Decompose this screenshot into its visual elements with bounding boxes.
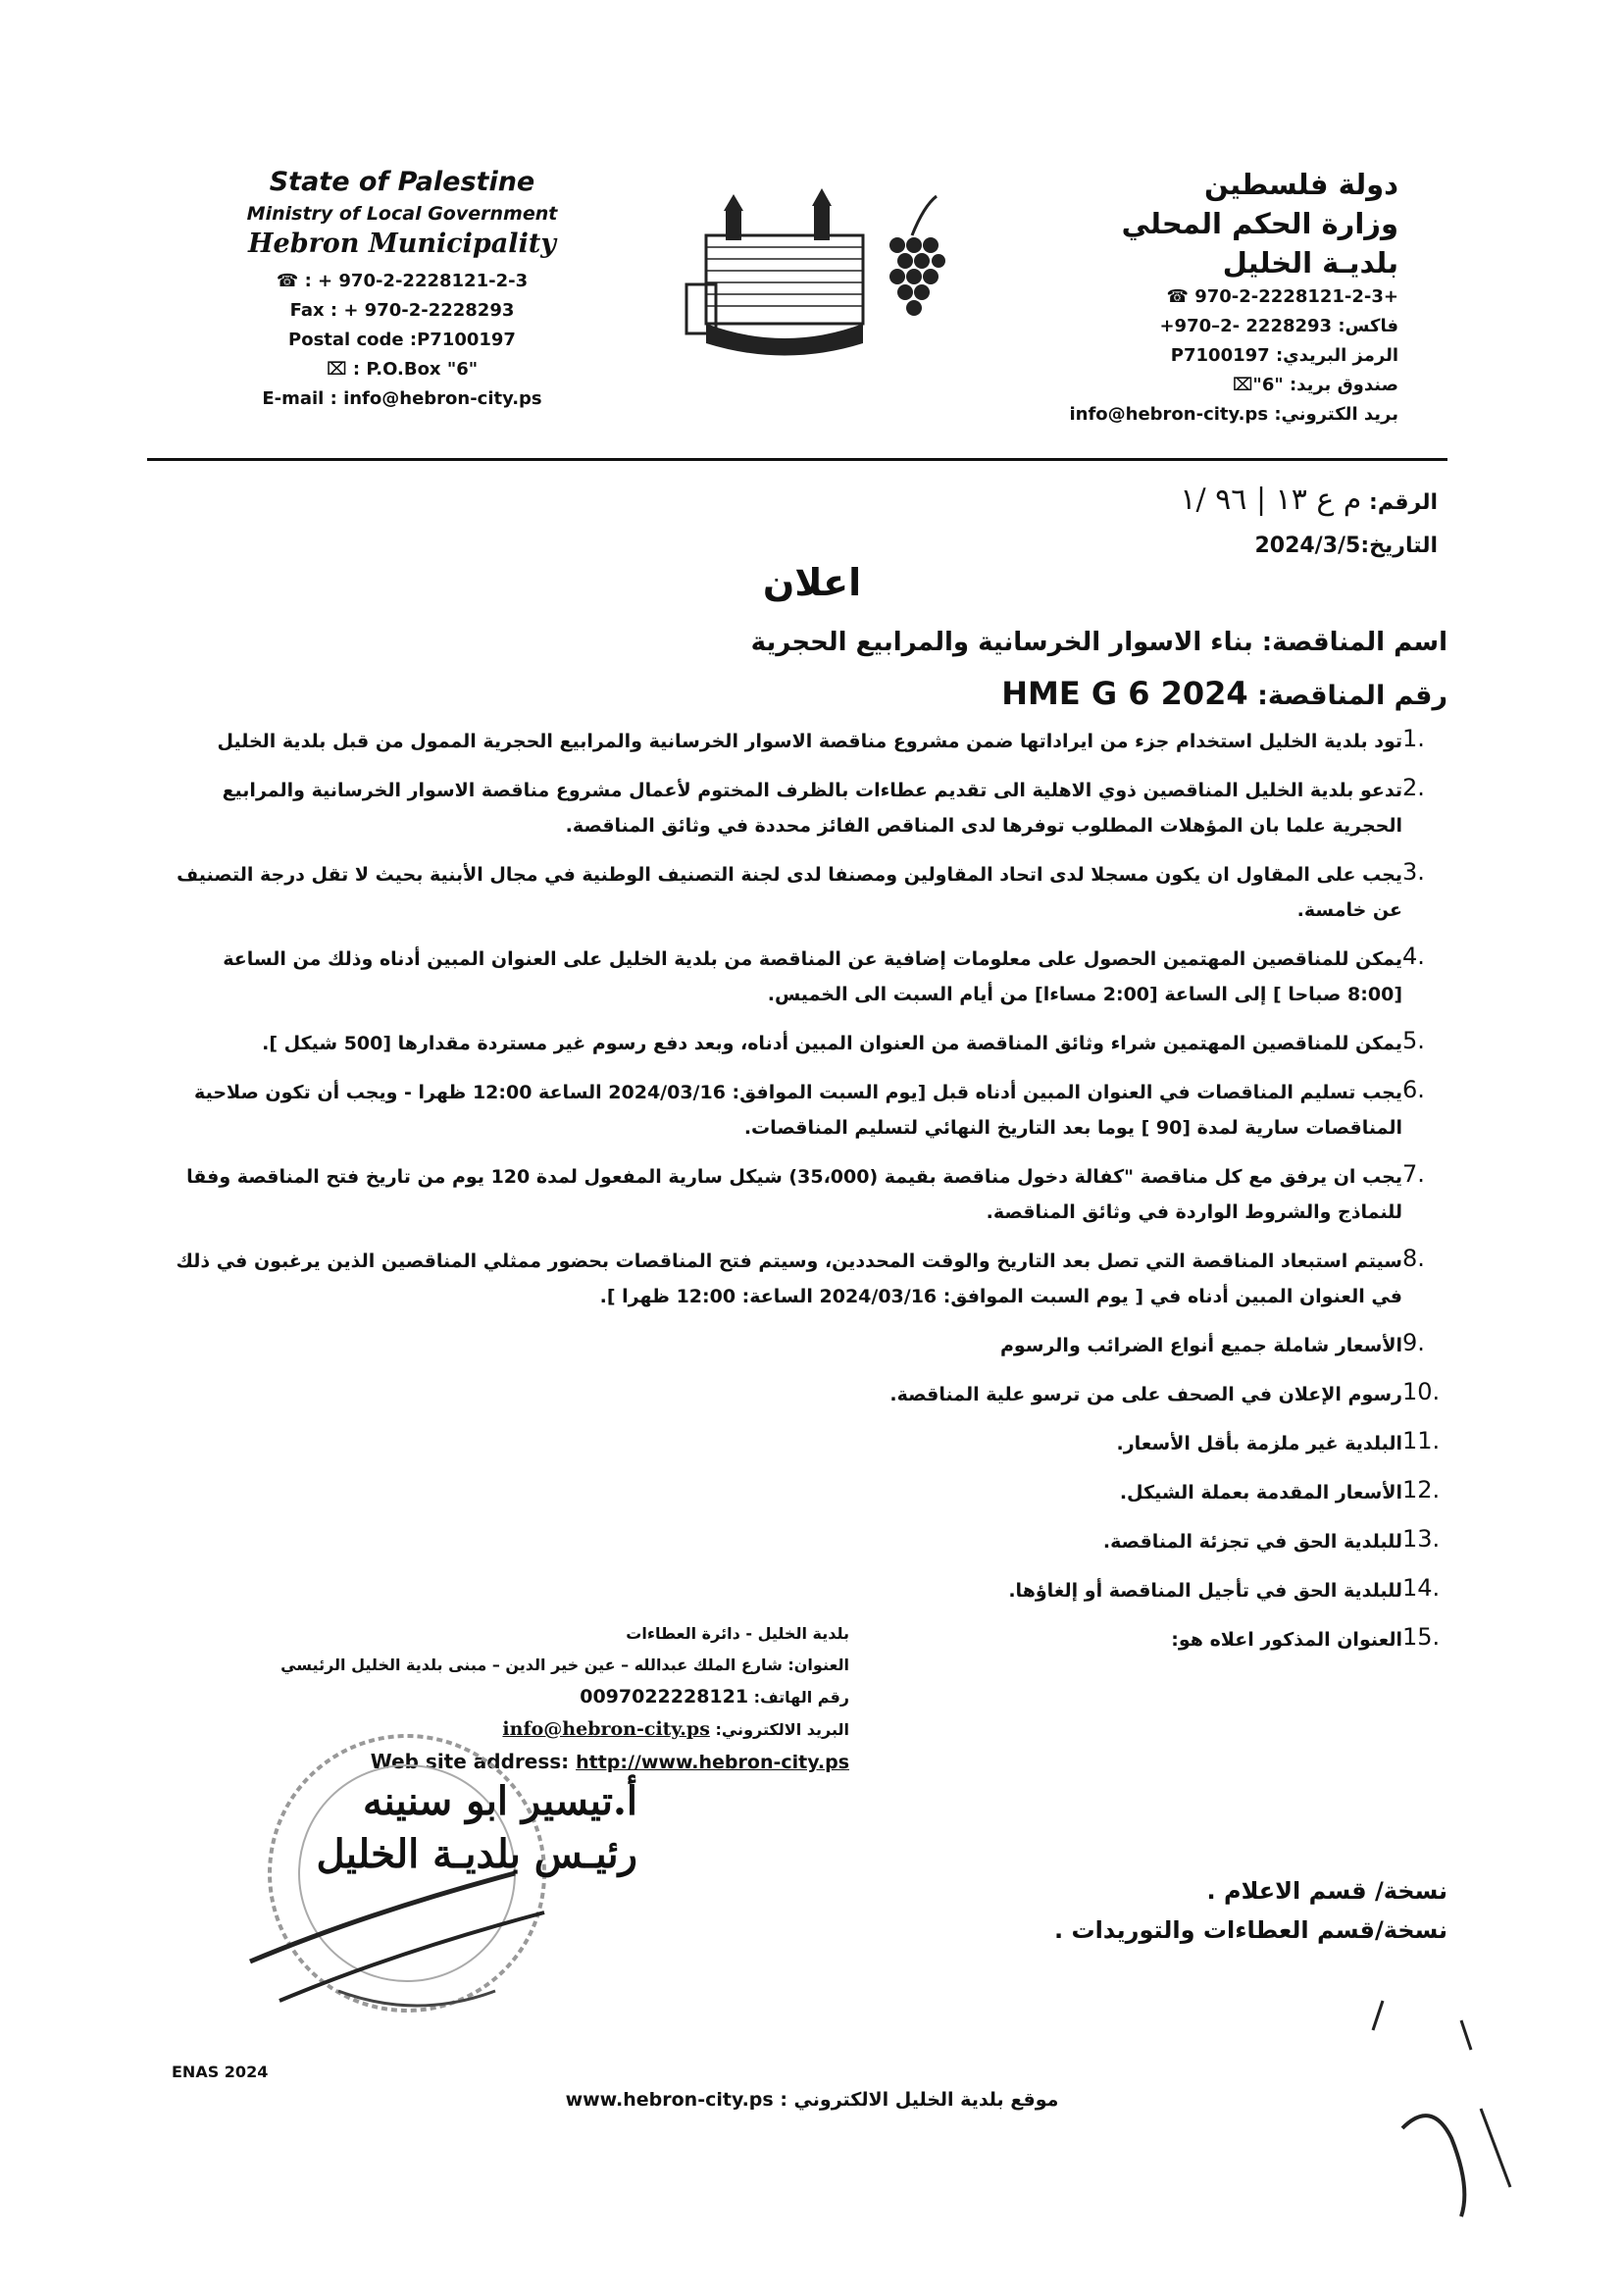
condition-item bbox=[173, 1573, 1447, 1608]
address-phone-label: رقم الهاتف: bbox=[753, 1688, 849, 1707]
pobox-en: ⌧ : P.O.Box "6" bbox=[326, 359, 479, 380]
announcement-title: اعلان bbox=[762, 561, 862, 604]
condition-item bbox=[173, 1244, 1447, 1314]
address-department: بلدية الخليل - دائرة العطاءات bbox=[626, 1624, 849, 1643]
reference-number-label: الرقم: bbox=[1369, 490, 1438, 515]
address-phone-value: 0097022228121 bbox=[580, 1686, 749, 1708]
condition-number: 6. bbox=[1402, 1076, 1425, 1103]
condition-number: 12. bbox=[1402, 1476, 1441, 1504]
signature-block bbox=[245, 1775, 637, 1881]
condition-text: تود بلدية الخليل استخدام جزء من ايراداتها ضمن مشروع مناقصة الاسوار الخرسانية والمرابيع الحجرية الممول من قبل بلدية الخليل bbox=[217, 731, 1402, 752]
condition-text: للبلدية الحق في تجزئة المناقصة. bbox=[1102, 1531, 1402, 1553]
tender-conditions-list bbox=[173, 724, 1447, 1671]
condition-text: الأسعار شاملة جميع أنواع الضرائب والرسوم bbox=[999, 1335, 1402, 1356]
condition-text: للبلدية الحق في تأجيل المناقصة أو إلغاؤها. bbox=[1008, 1580, 1402, 1602]
condition-number: 8. bbox=[1402, 1245, 1425, 1272]
phone-ar: +970-2-2228121-2-3 ☎ bbox=[1166, 286, 1398, 307]
country-ar: دولة فلسطين bbox=[1203, 168, 1398, 201]
ministry-ar: وزارة الحكم المحلي bbox=[1121, 207, 1398, 240]
fax-en: Fax : + 970-2-2228293 bbox=[289, 300, 515, 321]
condition-item bbox=[173, 942, 1447, 1012]
condition-text: البلدية غير ملزمة بأقل الأسعار. bbox=[1116, 1433, 1402, 1454]
address-email-link[interactable]: info@hebron-city.ps bbox=[502, 1718, 710, 1740]
email-en: E-mail : info@hebron-city.ps bbox=[262, 388, 542, 409]
footer-website: www.hebron-city.ps : موقع بلدية الخليل الالكتروني bbox=[565, 2089, 1059, 2111]
signatory-name: أ.تيسير ابو سنينه bbox=[363, 1778, 637, 1824]
condition-text: رسوم الإعلان في الصحف على من ترسو علية المناقصة. bbox=[889, 1384, 1402, 1405]
condition-text: يمكن للمناقصين المهتمين الحصول على معلومات إضافية عن المناقصة من بلدية الخليل على العنوان المبين أدناه وذلك من الساعة [8:00 صباحا ] إلى الساعة [2:00 مساءا] من أيام السبت الى الخميس. bbox=[223, 948, 1402, 1005]
condition-number: 10. bbox=[1402, 1378, 1441, 1405]
condition-text: الأسعار المقدمة بعملة الشيكل. bbox=[1119, 1482, 1402, 1504]
header-english bbox=[157, 167, 647, 414]
reference-date: التاريخ:2024/3/5 bbox=[1254, 534, 1438, 558]
condition-item bbox=[173, 1075, 1447, 1146]
fax-ar: فاكس: 2228293 -2–970+ bbox=[1159, 316, 1398, 336]
pobox-ar: صندوق بريد: "6"⌧ bbox=[1232, 375, 1398, 395]
condition-number: 3. bbox=[1402, 858, 1425, 886]
municipality-ar: بلديـة الخليل bbox=[1222, 246, 1398, 280]
copy-line-1: نسخة/ قسم الاعلام . bbox=[1206, 1877, 1447, 1905]
condition-item bbox=[173, 1328, 1447, 1363]
ministry-en: Ministry of Local Government bbox=[246, 203, 558, 225]
condition-text: تدعو بلدية الخليل المناقصين ذوي الاهلية الى تقديم عطاءات بالظرف المختوم لأعمال مشروع مناقصة الاسوار الخرسانية والمرابيع الحجرية علما بان المؤهلات المطلوب توفرها لدى المناقص الفائز محددة في وثائق المناقصة. bbox=[222, 780, 1402, 837]
country-en: State of Palestine bbox=[269, 167, 535, 197]
condition-item bbox=[173, 857, 1447, 928]
tender-number-code: HME G 6 2024 bbox=[1001, 675, 1248, 712]
condition-number: 7. bbox=[1402, 1160, 1425, 1188]
condition-item bbox=[173, 1377, 1447, 1412]
tender-number-label: رقم المناقصة: bbox=[1257, 681, 1447, 711]
address-web-label: Web site address: bbox=[370, 1750, 570, 1773]
condition-number: 11. bbox=[1402, 1427, 1441, 1454]
copy-line-2: نسخة/قسم العطاءات والتوريدات . bbox=[1053, 1916, 1447, 1944]
address-web-link[interactable]: http://www.hebron-city.ps bbox=[576, 1752, 849, 1773]
condition-item bbox=[173, 773, 1447, 843]
condition-text: العنوان المذكور اعلاه هو: bbox=[1171, 1629, 1402, 1651]
condition-text: يجب على المقاول ان يكون مسجلا لدى اتحاد المقاولين ومصنفا لدى لجنة التصنيف الوطنية في مجال الأبنية بحيث لا تقل درجة التصنيف عن خامسة. bbox=[177, 864, 1402, 921]
header-divider bbox=[147, 458, 1447, 461]
condition-number: 4. bbox=[1402, 943, 1425, 970]
address-phone bbox=[163, 1681, 849, 1713]
condition-item bbox=[173, 1524, 1447, 1559]
condition-text: يجب ان يرفق مع كل مناقصة "كفالة دخول مناقصة بقيمة (35،000) شيكل سارية المفعول لمدة 120 يوم من تاريخ فتح المناقصة وفقا للنماذج والشروط الواردة في وثائق المناقصة. bbox=[186, 1166, 1402, 1223]
reference-number-value: م ع ١٣ | ٩٦ /١ bbox=[1180, 483, 1362, 517]
municipality-logo bbox=[667, 186, 951, 368]
header-arabic bbox=[967, 165, 1398, 430]
email-ar: بريد الكتروني: info@hebron-city.ps bbox=[1069, 404, 1398, 425]
condition-text: يجب تسليم المناقصات في العنوان المبين أدناه قبل [يوم السبت الموافق: 2024/03/16 الساعة 12:00 ظهرا - ويجب أن تكون صلاحية المناقصات سارية لمدة [90 ] يوما بعد التاريخ النهائي لتسليم المناقصات. bbox=[194, 1082, 1402, 1139]
reference-number bbox=[849, 479, 1438, 525]
copies-list bbox=[1054, 1871, 1447, 1950]
condition-item bbox=[173, 1026, 1447, 1061]
condition-item bbox=[173, 1159, 1447, 1230]
postal-ar: الرمز البريدي: P7100197 bbox=[1170, 345, 1398, 366]
signatory-title: رئيـس بلديـة الخليل bbox=[316, 1831, 637, 1877]
condition-text: يمكن للمناقصين المهتمين شراء وثائق المناقصة من العنوان المبين أدناه، وبعد دفع رسوم غير مستردة مقدارها [500 شيكل ]. bbox=[262, 1033, 1402, 1054]
condition-text: سيتم استبعاد المناقصة التي تصل بعد التاريخ والوقت المحددين، وسيتم فتح المناقصات بحضور ممثلي المناقصين الذين يرغبون في ذلك في العنوان المبين أدناه في [ يوم السبت الموافق: 2024/03/16 الساعة: 12:00 ظهرا ]. bbox=[176, 1250, 1402, 1307]
condition-item bbox=[173, 1475, 1447, 1510]
condition-number: 15. bbox=[1402, 1623, 1441, 1651]
condition-number: 13. bbox=[1402, 1525, 1441, 1553]
reference-block bbox=[849, 479, 1438, 568]
municipality-en: Hebron Municipality bbox=[248, 229, 556, 259]
condition-number: 1. bbox=[1402, 725, 1425, 752]
footer-code: ENAS 2024 bbox=[172, 2063, 269, 2081]
condition-number: 5. bbox=[1402, 1027, 1425, 1054]
address-street: العنوان: شارع الملك عبدالله – عين خير الدين – مبنى بلدية الخليل الرئيسي bbox=[280, 1656, 849, 1674]
condition-number: 14. bbox=[1402, 1574, 1441, 1602]
postal-en: Postal code :P7100197 bbox=[288, 330, 516, 350]
address-email-label: البريد الالكتروني: bbox=[715, 1720, 849, 1739]
condition-item bbox=[173, 1426, 1447, 1461]
phone-en: ☎ : + 970-2-2228121-2-3 bbox=[276, 271, 529, 291]
tender-name: اسم المناقصة: بناء الاسوار الخرسانية والمرابيع الحجرية bbox=[750, 628, 1447, 657]
tender-number bbox=[1001, 675, 1447, 712]
condition-item bbox=[173, 724, 1447, 759]
condition-number: 2. bbox=[1402, 774, 1425, 801]
condition-number: 9. bbox=[1402, 1329, 1425, 1356]
